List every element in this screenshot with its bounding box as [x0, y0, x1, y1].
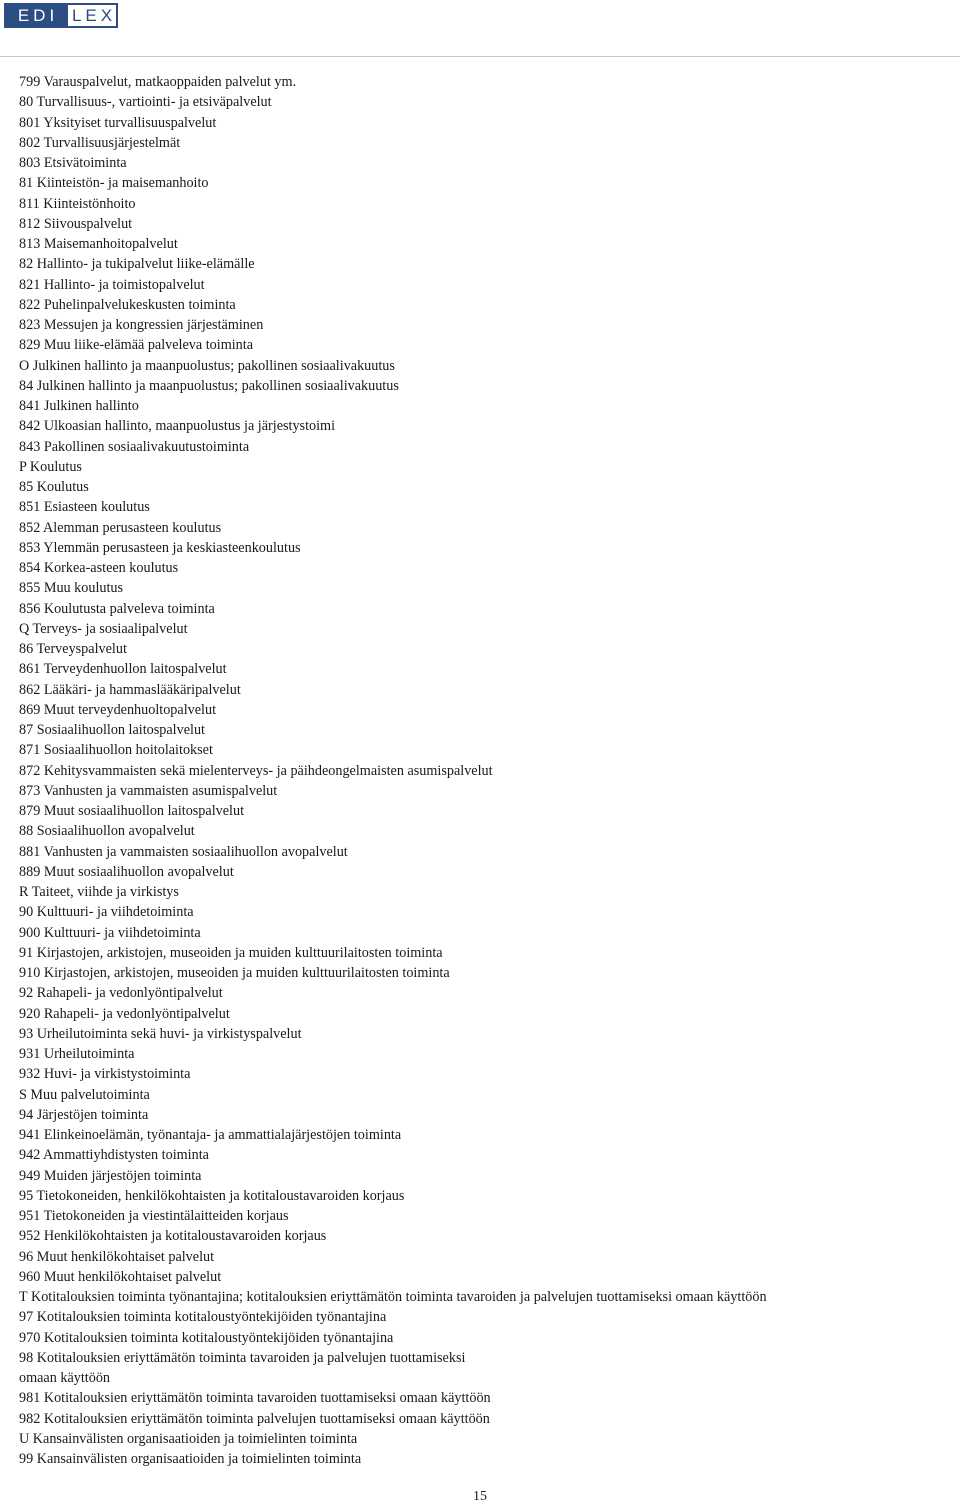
- list-item: 799 Varauspalvelut, matkaoppaiden palvelut ym.: [19, 74, 297, 90]
- page-number: 15: [473, 1489, 487, 1504]
- list-item: 851 Esiasteen koulutus: [19, 499, 150, 516]
- logo-text-edi: EDI: [6, 5, 66, 26]
- list-item: 862 Lääkäri- ja hammaslääkäripalvelut: [19, 681, 241, 698]
- list-item: 853 Ylemmän perusasteen ja keskiasteenkoulutus: [19, 539, 301, 556]
- list-item: 960 Muut henkilökohtaiset palvelut: [19, 1268, 222, 1285]
- list-item: P Koulutus: [19, 458, 82, 475]
- list-item: U Kansainvälisten organisaatioiden ja toimielinten toiminta: [19, 1430, 358, 1447]
- list-item: 873 Vanhusten ja vammaisten asumispalvelut: [19, 782, 278, 799]
- list-item: 93 Urheilutoiminta sekä huvi- ja virkistyspalvelut: [19, 1025, 302, 1042]
- list-item: 881 Vanhusten ja vammaisten sosiaalihuollon avopalvelut: [19, 843, 348, 860]
- list-item: 932 Huvi- ja virkistystoiminta: [19, 1066, 191, 1083]
- list-item: 811 Kiinteistönhoito: [19, 195, 136, 212]
- list-item: 99 Kansainvälisten organisaatioiden ja toimielinten toiminta: [19, 1451, 362, 1467]
- list-item: 852 Alemman perusasteen koulutus: [19, 519, 222, 536]
- list-item: 861 Terveydenhuollon laitospalvelut: [19, 661, 227, 678]
- list-item: 98 Kotitalouksien eriyttämätön toiminta tavaroiden ja palvelujen tuottamiseksi: [19, 1349, 466, 1366]
- list-item: 941 Elinkeinoelämän, työnantaja- ja ammattialajärjestöjen toiminta: [19, 1127, 402, 1143]
- list-item: 94 Järjestöjen toiminta: [19, 1106, 149, 1123]
- list-item: 88 Sosiaalihuollon avopalvelut: [19, 823, 195, 840]
- list-item: 920 Rahapeli- ja vedonlyöntipalvelut: [19, 1005, 230, 1022]
- list-item: 855 Muu koulutus: [19, 580, 124, 597]
- list-item: 871 Sosiaalihuollon hoitolaitokset: [19, 742, 213, 759]
- list-item: 801 Yksityiset turvallisuuspalvelut: [19, 114, 217, 131]
- list-item: 82 Hallinto- ja tukipalvelut liike-elämälle: [19, 256, 255, 273]
- list-item: 87 Sosiaalihuollon laitospalvelut: [19, 722, 205, 738]
- list-item: S Muu palvelutoiminta: [19, 1086, 150, 1103]
- list-item: 951 Tietokoneiden ja viestintälaitteiden korjaus: [19, 1208, 289, 1224]
- logo-text-lex: LEX: [71, 6, 117, 25]
- list-item: 802 Turvallisuusjärjestelmät: [19, 134, 181, 151]
- edilex-logo: [4, 3, 118, 28]
- list-item: 889 Muut sosiaalihuollon avopalvelut: [19, 863, 234, 880]
- list-item: O Julkinen hallinto ja maanpuolustus; pakollinen sosiaalivakuutus: [19, 357, 395, 374]
- list-item: 92 Rahapeli- ja vedonlyöntipalvelut: [19, 985, 223, 1002]
- list-item: 856 Koulutusta palveleva toiminta: [19, 600, 215, 617]
- list-item: 803 Etsivätoiminta: [19, 155, 127, 171]
- list-item: 86 Terveyspalvelut: [19, 641, 127, 657]
- list-item: 81 Kiinteistön- ja maisemanhoito: [19, 175, 209, 192]
- list-item: 841 Julkinen hallinto: [19, 398, 139, 414]
- list-item: 931 Urheilutoiminta: [19, 1046, 135, 1062]
- list-item: 812 Siivouspalvelut: [19, 215, 133, 232]
- list-item: omaan käyttöön: [19, 1370, 111, 1386]
- list-item: 854 Korkea-asteen koulutus: [19, 560, 179, 576]
- list-item: 949 Muiden järjestöjen toiminta: [19, 1167, 202, 1184]
- list-item: 84 Julkinen hallinto ja maanpuolustus; pakollinen sosiaalivakuutus: [19, 377, 399, 394]
- list-item: 879 Muut sosiaalihuollon laitospalvelut: [19, 803, 245, 819]
- list-item: 872 Kehitysvammaisten sekä mielenterveys- ja päihdeongelmaisten asumispalvelut: [19, 762, 493, 779]
- list-item: 97 Kotitalouksien toiminta kotitaloustyöntekijöiden työnantajina: [19, 1309, 387, 1326]
- list-item: 981 Kotitalouksien eriyttämätön toiminta tavaroiden tuottamiseksi omaan käyttöön: [19, 1390, 491, 1407]
- list-item: 843 Pakollinen sosiaalivakuutustoiminta: [19, 438, 250, 455]
- list-item: 842 Ulkoasian hallinto, maanpuolustus ja järjestystoimi: [19, 418, 336, 435]
- list-item: 821 Hallinto- ja toimistopalvelut: [19, 276, 205, 293]
- list-item: 85 Koulutus: [19, 479, 89, 495]
- list-item: 96 Muut henkilökohtaiset palvelut: [19, 1248, 215, 1265]
- list-item: 813 Maisemanhoitopalvelut: [19, 236, 178, 252]
- list-item: 823 Messujen ja kongressien järjestäminen: [19, 317, 264, 333]
- list-item: 970 Kotitalouksien toiminta kotitaloustyöntekijöiden työnantajina: [19, 1329, 394, 1346]
- header-divider: [0, 56, 960, 57]
- list-item: 942 Ammattiyhdistysten toiminta: [19, 1147, 209, 1164]
- list-item: 982 Kotitalouksien eriyttämätön toiminta palvelujen tuottamiseksi omaan käyttöön: [19, 1410, 490, 1427]
- list-item: Q Terveys- ja sosiaalipalvelut: [19, 620, 188, 637]
- list-item: 90 Kulttuuri- ja viihdetoiminta: [19, 904, 194, 921]
- list-item: 910 Kirjastojen, arkistojen, museoiden ja muiden kulttuurilaitosten toiminta: [19, 965, 450, 981]
- list-item: 91 Kirjastojen, arkistojen, museoiden ja muiden kulttuurilaitosten toiminta: [19, 944, 443, 961]
- list-item: 80 Turvallisuus-, vartiointi- ja etsiväpalvelut: [19, 94, 272, 111]
- list-item: 829 Muu liike-elämää palveleva toiminta: [19, 337, 254, 354]
- classification-list: [19, 72, 954, 1469]
- list-item: T Kotitalouksien toiminta työnantajina; kotitalouksien eriyttämätön toiminta tavaroiden ja palvelujen tuottamiseksi omaan käyttöön: [19, 1289, 767, 1305]
- list-item: 869 Muut terveydenhuoltopalvelut: [19, 701, 217, 718]
- list-item: 95 Tietokoneiden, henkilökohtaisten ja kotitaloustavaroiden korjaus: [19, 1187, 405, 1204]
- list-item: 900 Kulttuuri- ja viihdetoiminta: [19, 924, 201, 941]
- list-item: R Taiteet, viihde ja virkistys: [19, 884, 179, 900]
- list-item: 822 Puhelinpalvelukeskusten toiminta: [19, 296, 236, 313]
- list-item: 952 Henkilökohtaisten ja kotitaloustavaroiden korjaus: [19, 1228, 327, 1245]
